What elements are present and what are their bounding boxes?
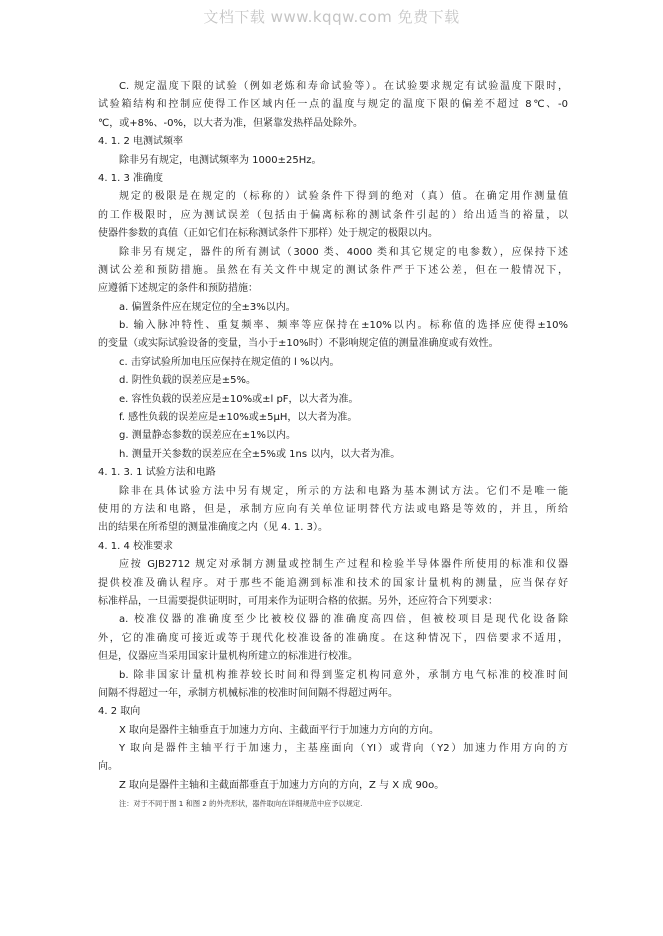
text-line: 使器件参数的真值（正如它们在标称测试条件下那样）处于规定的极限以内。	[98, 228, 438, 240]
text-line: 标准样品，一旦需要提供证明时，可用来作为证明合格的依据。另外，还应符合下列要求：	[98, 595, 498, 607]
text-line: 外，它的准确度可接近或等于现代化校准设备的准确度。在这种情况下，四倍要求不适用，	[98, 632, 568, 644]
text-line: Z 取向是器件主轴和主截面都垂直于加速力方向的方向，Z 与 X 成 90o。	[119, 779, 445, 791]
text-line: 向。	[98, 761, 118, 773]
text-line: Y 取向是器件主轴平行于加速力，主基座面向（YI）或背向（Y2）加速力作用方向的方	[119, 743, 568, 755]
text-line: 应遵循下述规定的条件和预防措施：	[98, 283, 258, 295]
text-line: g. 测量静态参数的误差应在±1%以内。	[119, 430, 296, 442]
text-line: f. 感性负载的误差应是±10%或±5μH，以大者为准。	[119, 412, 358, 424]
text-line: C. 规定温度下限的试验（例如老炼和寿命试验等）。在试验要求规定有试验温度下限时，	[119, 81, 568, 92]
footnote: 注：对于不同于图 1 和图 2 的外壳形状，器件取向在详细规范中应予以规定.	[119, 799, 363, 809]
text-line: a. 偏置条件应在规定位的全±3%以内。	[119, 301, 296, 313]
text-line: 4. 1. 3 准确度	[98, 172, 163, 184]
text-line: 4. 1. 2 电测试频率	[98, 136, 183, 148]
text-line: h. 测量开关参数的误差应在全±5%或 1ns 以内，以大者为准。	[119, 448, 401, 460]
text-line: 提供校准及确认程序。对于那些不能追溯到标准和技术的国家计量机构的测量，应当保存好	[98, 577, 568, 589]
text-line: 的工作极限时，应为测试误差（包括由于偏离标称的测试条件引起的）给出适当的裕量，以	[98, 209, 568, 221]
text-line: b. 除非国家计量机构推荐较长时间和得到鉴定机构同意外，承制方电气标准的校准时间	[119, 669, 568, 681]
text-line: 的变量（或实际试验设备的变量，当小于±10%时）不影响规定值的测量准确度或有效性。	[98, 338, 499, 350]
text-line: 除非另有规定，器件的所有测试（3000 类、4000 类和其它规定的电参数），应保持下述	[119, 246, 568, 258]
text-line: 4. 2 取向	[98, 706, 141, 718]
text-line: 4. 1. 4 校准要求	[98, 540, 173, 552]
text-line: a. 校准仪器的准确度至少比被校仪器的准确度高四倍，但被校项目是现代化设备除	[119, 614, 568, 626]
text-line: 4. 1. 3. 1 试验方法和电路	[98, 467, 216, 479]
text-line: b. 输入脉冲特性、重复频率、频率等应保持在±10%以内。标称值的选择应使得±10%	[119, 320, 568, 332]
text-line: 试验箱结构和控制应使得工作区域内任一点的温度与规定的温度下限的偏差不超过 8℃、-0	[98, 99, 568, 111]
watermark: 文档下载 www.kqqw.com 免费下载	[203, 8, 460, 26]
text-line: 应按 GJB2712 规定对承制方测量或控制生产过程和检验半导体器件所使用的标准和仪器	[119, 559, 568, 571]
text-line: d. 阴性负载的误差应是±5%。	[119, 375, 256, 387]
text-line: 间隔不得超过一年，承制方机械标准的校准时间间隔不得超过两年。	[98, 687, 398, 699]
text-line: e. 容性负载的误差应是±10%或±l pF，以大者为准。	[119, 393, 359, 405]
text-line: X 取向是器件主轴垂直于加速力方向、主截面平行于加速力方向的方向。	[119, 724, 440, 736]
document-body	[98, 78, 568, 812]
text-line: ℃，或+8%、-0%，以大者为准，但紧靠发热样品处除外。	[98, 117, 363, 129]
text-line: 除非另有规定，电测试频率为 1000±25Hz。	[119, 154, 322, 166]
text-line: 出的结果在所希望的测量准确度之内（见 4. 1. 3）。	[98, 522, 328, 534]
text-line: 规定的极限是在规定的（标称的）试验条件下得到的绝对（真）值。在确定用作测量值	[119, 191, 568, 203]
text-line: 测试公差和预防措施。虽然在有关文件中规定的测试条件严于下述公差，但在一般情况下，	[98, 264, 568, 276]
text-line: 但是，仪器应当采用国家计量机构所建立的标准进行校准。	[98, 651, 358, 663]
text-line: c. 击穿试验所加电压应保持在规定值的 l %以内。	[119, 356, 340, 368]
text-line: 使用的方法和电路，但是，承制方应向有关单位证明替代方法或电路是等效的，并且，所给	[98, 503, 568, 515]
text-line: 除非在具体试验方法中另有规定，所示的方法和电路为基本测试方法。它们不是唯一能	[119, 485, 568, 497]
